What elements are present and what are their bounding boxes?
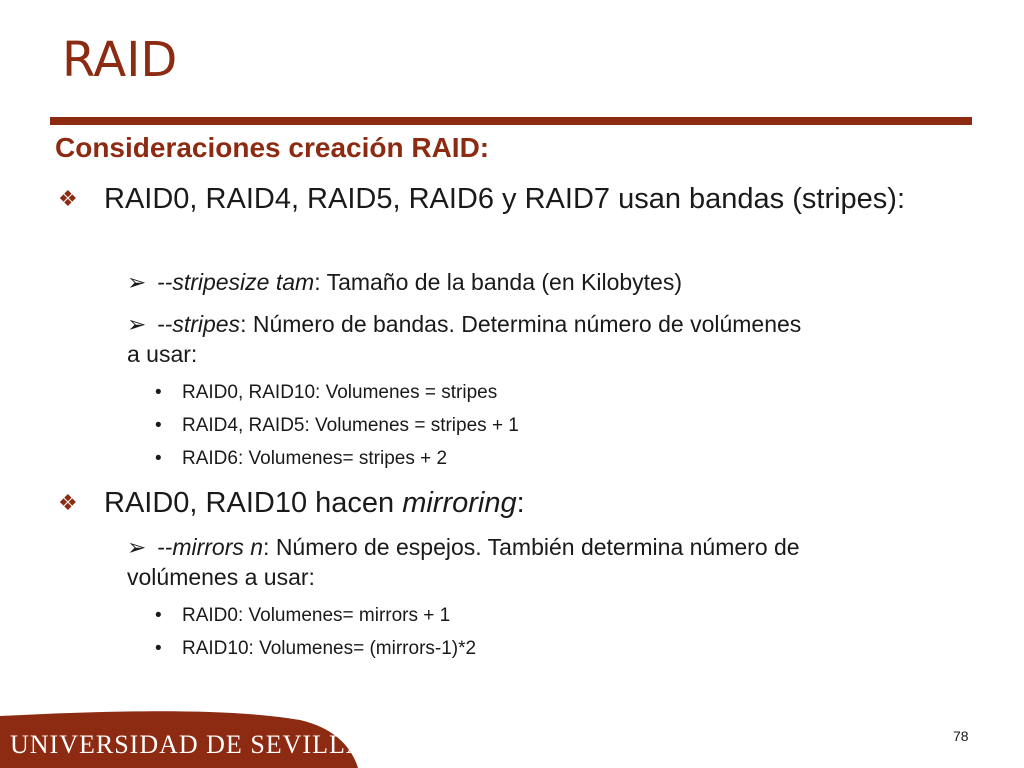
flag-stripes: --stripes: [157, 311, 241, 337]
bullet-item-stripes: [58, 180, 938, 218]
flag-description-cont: a usar:: [127, 341, 198, 367]
list-item: • RAID0, RAID10: Volumenes = stripes: [155, 382, 498, 403]
dot-bullet-icon: •: [155, 638, 162, 659]
diamond-quad-bullet-icon: ❖: [58, 186, 78, 211]
flag-mirrors: --mirrors n: [157, 534, 264, 560]
sub-item-stripes: [127, 309, 957, 369]
sub-item-mirrors: [127, 532, 957, 592]
sub-item-stripesize: [127, 267, 957, 297]
university-logo-text: UNIVERSIDAD DE SEVILLA: [10, 730, 366, 759]
flag-description: : Número de espejos. También determina número de: [263, 534, 800, 560]
arrow-bullet-icon: ➢: [127, 269, 147, 295]
dot-bullet-icon: •: [155, 415, 162, 436]
dot-bullet-icon: •: [155, 382, 162, 403]
flag-description: : Tamaño de la banda (en Kilobytes): [314, 269, 683, 295]
mirroring-term: mirroring: [402, 487, 517, 519]
arrow-bullet-icon: ➢: [127, 534, 147, 560]
list-item: • RAID10: Volumenes= (mirrors-1)*2: [155, 638, 477, 659]
flag-stripesize: --stripesize tam: [157, 269, 315, 295]
arrow-bullet-icon: ➢: [127, 311, 147, 337]
title-underline-rule: [50, 117, 972, 125]
flag-description-cont: volúmenes a usar:: [127, 564, 315, 590]
bullet-text: RAID0, RAID4, RAID5, RAID6 y RAID7 usan bandas (stripes):: [104, 183, 906, 215]
section-heading: Consideraciones creación RAID:: [55, 132, 490, 163]
dot-bullet-icon: •: [155, 448, 162, 469]
list-item: • RAID4, RAID5: Volumenes = stripes + 1: [155, 415, 519, 436]
diamond-quad-bullet-icon: ❖: [58, 490, 78, 515]
page-number: 78: [953, 728, 969, 744]
bullet-item-mirroring: ❖ RAID0, RAID10 hacen mirroring:: [58, 484, 938, 522]
dot-bullet-icon: •: [155, 605, 162, 626]
list-item: • RAID0: Volumenes= mirrors + 1: [155, 605, 451, 626]
list-item: • RAID6: Volumenes= stripes + 2: [155, 448, 448, 469]
flag-description: : Número de bandas. Determina número de volúmenes: [240, 311, 802, 337]
slide-title: RAID: [62, 32, 178, 88]
